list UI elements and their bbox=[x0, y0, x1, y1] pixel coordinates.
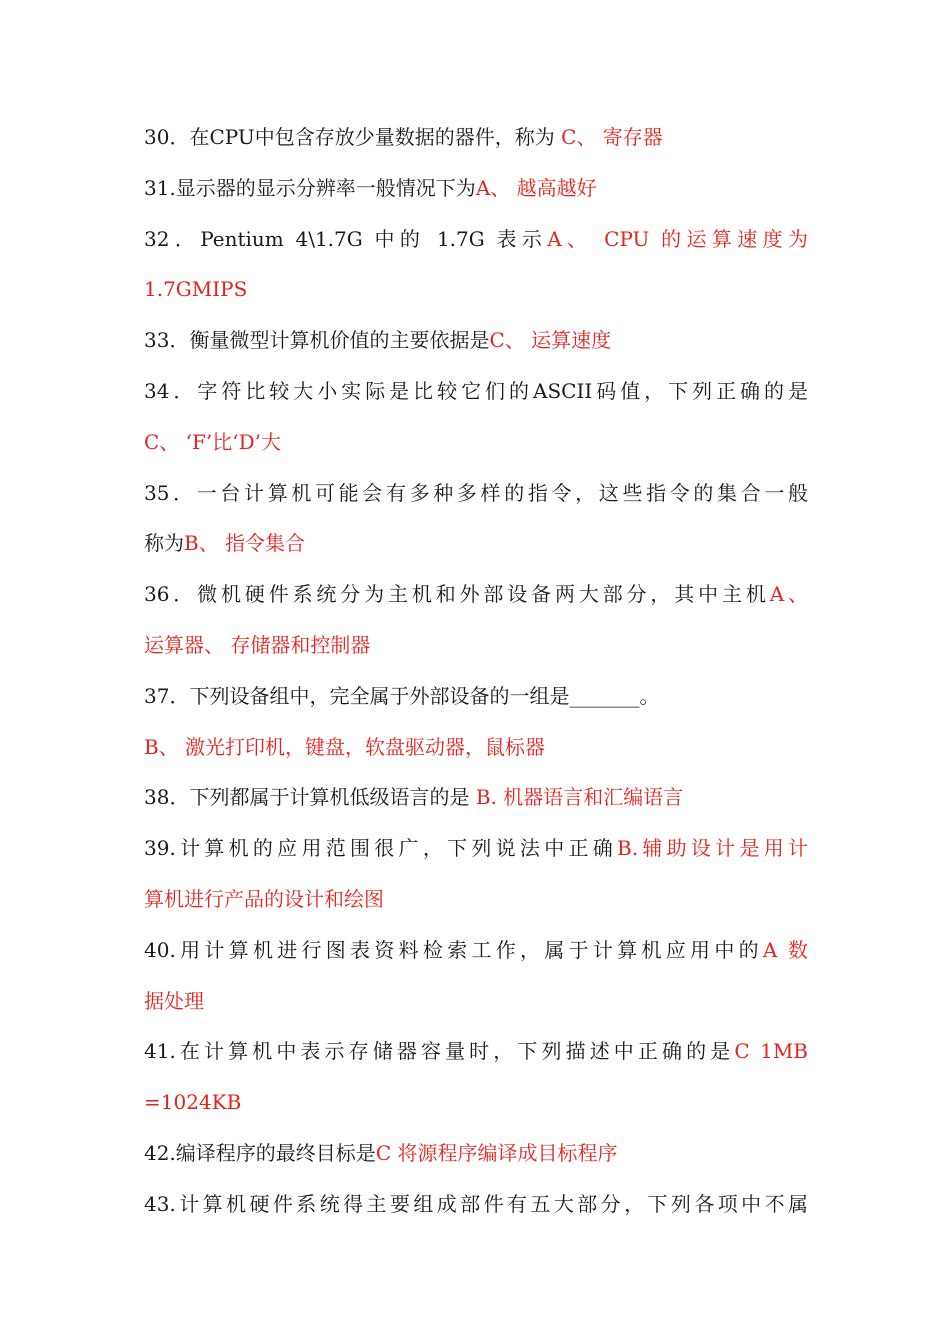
answer-line-34 bbox=[144, 417, 808, 468]
answer-line-36-cont bbox=[144, 620, 808, 671]
answer-text: C、 寄存器 bbox=[561, 125, 663, 149]
question-text: 36．微机硬件系统分为主机和外部设备两大部分，其中主机 bbox=[144, 582, 770, 607]
question-text: 33．衡量微型计算机价值的主要依据是 bbox=[144, 328, 490, 353]
question-text: 41.在计算机中表示存储器容量时，下列描述中正确的是 bbox=[144, 1039, 735, 1064]
question-line-33 bbox=[144, 315, 808, 366]
question-text: 35．一台计算机可能会有多种多样的指令，这些指令的集合一般 bbox=[144, 480, 808, 505]
question-line-36 bbox=[144, 569, 808, 620]
question-text: 30．在CPU中包含存放少量数据的器件，称为 bbox=[144, 125, 562, 149]
answer-text: 1.7GMIPS bbox=[144, 277, 248, 302]
answer-text: 算机进行产品的设计和绘图 bbox=[144, 886, 384, 911]
question-line-35-cont bbox=[144, 518, 808, 569]
question-text: 40.用计算机进行图表资料检索工作，属于计算机应用中的 bbox=[144, 937, 763, 962]
question-text: 31.显示器的显示分辨率一般情况下为 bbox=[144, 175, 476, 200]
question-text: 42.编译程序的最终目标是 bbox=[144, 1140, 376, 1165]
question-line-38 bbox=[144, 772, 808, 823]
answer-text: C、 ‘F’比‘D’大 bbox=[144, 429, 282, 454]
question-line-40 bbox=[144, 925, 808, 976]
question-text: 称为 bbox=[144, 531, 184, 556]
answer-line-32-cont bbox=[144, 264, 808, 315]
answer-text: A、 越高越好 bbox=[475, 175, 597, 200]
question-line-42 bbox=[144, 1128, 808, 1179]
question-text: 43.计算机硬件系统得主要组成部件有五大部分，下列各项中不属 bbox=[144, 1191, 808, 1216]
answer-text: B、 指令集合 bbox=[184, 531, 306, 556]
answer-text: C、 运算速度 bbox=[489, 328, 612, 353]
answer-text: =1024KB bbox=[144, 1090, 242, 1115]
answer-text: B、 激光打印机，键盘，软盘驱动器，鼠标器 bbox=[144, 734, 546, 759]
question-text: 32．Pentium 4\1.7G 中的 1.7G 表示 bbox=[144, 226, 548, 251]
question-line-35 bbox=[144, 468, 808, 519]
question-text: 39.计算机的应用范围很广，下列说法中正确 bbox=[144, 836, 618, 861]
answer-line-37 bbox=[144, 722, 808, 773]
question-line-43 bbox=[144, 1179, 808, 1230]
answer-line-40-cont bbox=[144, 976, 808, 1027]
answer-text: B.辅助设计是用计 bbox=[617, 836, 808, 861]
question-line-41 bbox=[144, 1026, 808, 1077]
question-line-30 bbox=[144, 112, 808, 163]
question-line-34 bbox=[144, 366, 808, 417]
answer-line-39-cont bbox=[144, 874, 808, 925]
answer-text: A、 CPU 的运算速度为 bbox=[547, 226, 809, 251]
answer-text: 运算器、 存储器和控制器 bbox=[144, 632, 371, 657]
answer-text: A 数 bbox=[762, 937, 808, 962]
answer-text: C 将源程序编译成目标程序 bbox=[375, 1140, 618, 1165]
answer-text: C 1MB bbox=[734, 1039, 808, 1064]
answer-text: B. 机器语言和汇编语言 bbox=[475, 785, 684, 810]
question-list bbox=[144, 112, 808, 1230]
question-text: 34．字符比较大小实际是比较它们的ASCII码值，下列正确的是 bbox=[144, 378, 808, 403]
question-text: 38．下列都属于计算机低级语言的是 bbox=[144, 785, 476, 810]
answer-text: A、 bbox=[769, 582, 808, 607]
question-line-37 bbox=[144, 671, 808, 722]
question-line-31 bbox=[144, 163, 808, 214]
answer-text: 据处理 bbox=[144, 988, 204, 1013]
answer-line-41-cont bbox=[144, 1077, 808, 1128]
question-line-39 bbox=[144, 823, 808, 874]
question-text: 37．下列设备组中，完全属于外部设备的一组是_______。 bbox=[144, 683, 660, 708]
question-line-32 bbox=[144, 214, 808, 265]
